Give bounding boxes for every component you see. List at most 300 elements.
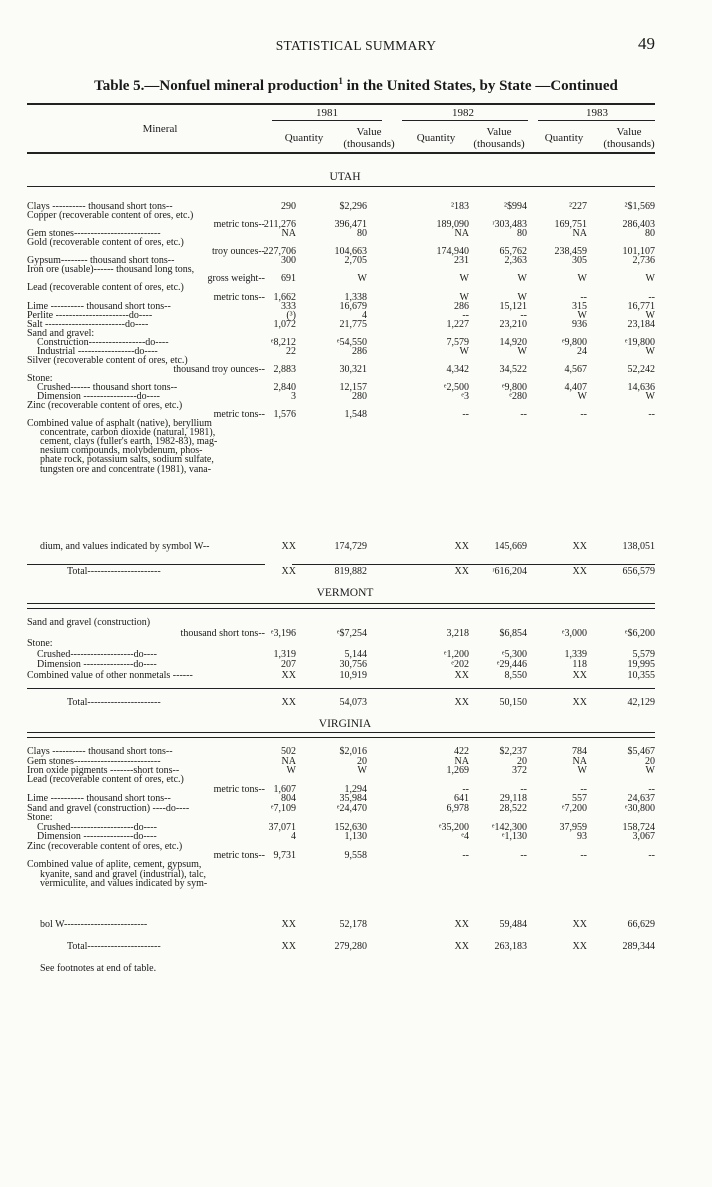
cell-quantity-1983: 24: [577, 345, 587, 357]
row-label: Lead (recoverable content of ores, etc.): [27, 774, 184, 786]
row-label: Lead (recoverable content of ores, etc.): [27, 282, 184, 294]
cell-quantity-1983: NA: [572, 755, 587, 767]
cell-quantity-1981: XX: [281, 697, 296, 708]
table-title: [0, 78, 712, 95]
row-label: Combined value of other nonmetals ------: [27, 670, 193, 681]
cell-value-1981: ᵉ54,550: [336, 336, 367, 348]
cell-quantity-1982: 1,269: [446, 764, 469, 776]
cell-quantity-1981: ᵉ7,109: [270, 802, 296, 814]
cell-quantity-1983: 238,459: [554, 246, 587, 258]
row-label: phate rock, potassium salts, sodium sulfate,: [40, 454, 214, 466]
cell-quantity-1981: 300: [281, 255, 296, 267]
vermont-rule-bottom: [27, 608, 655, 609]
row-label: Construction-----------------do----: [37, 336, 169, 348]
cell-value-1981: 30,756: [339, 659, 367, 671]
virginia-rule-top: [27, 732, 655, 733]
value-header-line2: (thousands): [473, 138, 525, 150]
cell-value-1981: 152,630: [334, 821, 367, 833]
row-label: Iron oxide pigments -------short tons--: [27, 764, 180, 776]
cell-quantity-1982: 231: [454, 255, 469, 267]
row-label: Salt ------------------------do----: [27, 318, 149, 330]
cell-value-1982: --: [520, 783, 527, 795]
cell-quantity-1982: ᵉ2,500: [443, 382, 469, 393]
cell-quantity-1983: 1,339: [564, 648, 587, 660]
utah-total-rule-right: [292, 564, 655, 565]
cell-value-1983: 10,355: [627, 670, 655, 681]
cell-value-1983: 289,344: [622, 941, 655, 952]
cell-quantity-1983: XX: [572, 919, 587, 930]
row-label: Gem stones--------------------------: [27, 228, 161, 240]
quantity-header-1982: Quantity: [416, 132, 456, 144]
cell-value-1982: --: [520, 309, 527, 321]
value-header-1981: [336, 126, 402, 150]
row-label: Dimension ---------------do----: [37, 659, 157, 671]
cell-quantity-1981: 691: [281, 273, 296, 285]
cell-quantity-1982: ᵉ3: [461, 391, 469, 403]
cell-value-1982: 263,183: [494, 941, 527, 952]
cell-quantity-1983: 37,959: [559, 821, 587, 833]
cell-quantity-1981: 207: [281, 659, 296, 671]
row-label: Silver (recoverable content of ores, etc.): [27, 354, 188, 366]
cell-quantity-1983: 315: [572, 300, 587, 312]
cell-quantity-1982: XX: [454, 566, 469, 577]
row-label: Stone:: [27, 373, 53, 384]
cell-quantity-1982: 1,227: [446, 318, 469, 330]
cell-quantity-1983: 305: [572, 255, 587, 267]
cell-value-1981: 279,280: [334, 941, 367, 952]
row-label: Gem stones--------------------------: [27, 755, 161, 767]
utah-total-rule-left: [27, 564, 265, 565]
cell-value-1981: 280: [352, 391, 367, 403]
cell-quantity-1981: NA: [281, 228, 296, 240]
section-title-utah: UTAH: [329, 171, 361, 183]
footnote-reference: See footnotes at end of table.: [40, 963, 157, 974]
cell-value-1981: 819,882: [334, 566, 367, 577]
cell-value-1982: ʳ303,483: [492, 219, 527, 231]
value-header-line1: Value: [356, 126, 382, 138]
cell-quantity-1982: 3,218: [446, 627, 469, 639]
cell-value-1983: W: [645, 391, 655, 403]
cell-value-1982: ᵉ280: [509, 391, 527, 403]
row-label: Combined value of aplite, cement, gypsum,: [27, 859, 202, 871]
row-label: tungsten ore and concentrate (1981), vana-: [40, 463, 212, 475]
table-row: [0, 670, 712, 682]
row-label: Crushed-------------------do----: [37, 648, 157, 660]
cell-value-1983: --: [648, 783, 655, 795]
cell-quantity-1983: XX: [572, 941, 587, 952]
cell-quantity-1983: NA: [572, 228, 587, 240]
row-label: cement, clays (fuller's earth, 1982-83), mag-: [40, 436, 218, 448]
table-row: [0, 919, 712, 931]
cell-value-1983: $5,467: [627, 746, 655, 757]
table-row: [0, 541, 712, 553]
cell-quantity-1982: 6,978: [446, 802, 469, 814]
cell-value-1982: ᵉ5,300: [501, 648, 527, 660]
cell-quantity-1983: --: [580, 783, 587, 795]
row-label: metric tons--: [213, 219, 265, 231]
cell-quantity-1982: XX: [454, 670, 469, 681]
year-rule-1982: [402, 120, 528, 121]
cell-value-1981: 5,144: [344, 648, 367, 660]
cell-value-1982: 14,920: [499, 336, 527, 348]
value-header-line2: (thousands): [603, 138, 655, 150]
section-title-vermont: VERMONT: [316, 587, 374, 599]
cell-value-1982: 20: [517, 755, 527, 767]
table-header-bottom-rule: [27, 152, 655, 154]
cell-value-1983: 2,736: [632, 255, 655, 267]
cell-quantity-1982: W: [459, 345, 469, 357]
row-label: dium, and values indicated by symbol W--: [40, 541, 210, 552]
cell-value-1983: W: [645, 764, 655, 776]
cell-quantity-1981: W: [286, 764, 296, 776]
cell-quantity-1982: NA: [454, 228, 469, 240]
cell-value-1982: $2,237: [499, 746, 527, 757]
cell-value-1982: 65,762: [499, 246, 527, 258]
cell-value-1982: 29,118: [499, 793, 527, 805]
cell-quantity-1983: W: [577, 273, 587, 285]
row-label: Copper (recoverable content of ores, etc.): [27, 210, 194, 222]
row-label: Crushed-------------------do----: [37, 821, 157, 833]
cell-quantity-1981: 290: [281, 201, 296, 212]
table-title-main: Table 5.—Nonfuel mineral production: [94, 78, 339, 94]
value-header-line2: (thousands): [343, 138, 395, 150]
cell-quantity-1982: 286: [454, 300, 469, 312]
total-row: [0, 566, 712, 578]
cell-value-1981: 1,338: [344, 291, 367, 303]
cell-quantity-1982: 641: [454, 793, 469, 805]
cell-value-1983: W: [645, 309, 655, 321]
cell-value-1983: 66,629: [627, 919, 655, 930]
row-label: Dimension ---------------do----: [37, 831, 157, 842]
cell-value-1983: 42,129: [627, 697, 655, 708]
cell-quantity-1983: --: [580, 291, 587, 303]
cell-value-1982: ᵉ9,800: [501, 382, 527, 393]
cell-quantity-1981: 1,662: [273, 291, 296, 303]
table-row: [0, 464, 712, 476]
cell-value-1981: 1,294: [344, 783, 367, 795]
cell-value-1982: --: [520, 850, 527, 861]
cell-quantity-1981: ᵉ3,196: [270, 627, 296, 639]
row-label: Gypsum-------- thousand short tons--: [27, 255, 175, 267]
cell-value-1981: 54,073: [339, 697, 367, 708]
cell-value-1983: ²$1,569: [624, 201, 655, 212]
cell-quantity-1982: ²183: [451, 201, 469, 212]
cell-value-1982: ʳ616,204: [492, 566, 527, 577]
cell-quantity-1982: --: [462, 783, 469, 795]
cell-quantity-1981: XX: [281, 919, 296, 930]
cell-value-1982: --: [520, 409, 527, 421]
cell-quantity-1982: XX: [454, 919, 469, 930]
cell-value-1981: 286: [352, 345, 367, 357]
cell-value-1983: --: [648, 291, 655, 303]
vermont-rule-top: [27, 603, 655, 604]
cell-quantity-1981: 804: [281, 793, 296, 805]
cell-value-1981: 1,130: [344, 831, 367, 842]
cell-quantity-1981: 227,706: [263, 246, 296, 258]
row-label: gross weight--: [207, 273, 265, 285]
cell-value-1982: ᵉ142,300: [491, 821, 527, 833]
row-label: metric tons--: [213, 291, 265, 303]
row-label: vermiculite, and values indicated by sym-: [40, 878, 208, 890]
cell-quantity-1981: 2,883: [273, 363, 296, 375]
cell-value-1982: $6,854: [499, 627, 527, 639]
cell-value-1983: 14,636: [627, 382, 655, 393]
cell-quantity-1981: 1,072: [273, 318, 296, 330]
cell-quantity-1983: --: [580, 850, 587, 861]
row-label: Sand and gravel (construction) ----do----: [27, 802, 190, 814]
cell-value-1983: 24,637: [627, 793, 655, 805]
value-header-line1: Value: [616, 126, 642, 138]
row-label: Sand and gravel (construction): [27, 617, 151, 628]
cell-quantity-1981: NA: [281, 755, 296, 767]
cell-quantity-1981: XX: [281, 670, 296, 681]
cell-value-1981: 35,984: [339, 793, 367, 805]
cell-quantity-1983: W: [577, 309, 587, 321]
cell-value-1983: 286,403: [622, 219, 655, 231]
cell-value-1982: 145,669: [494, 541, 527, 552]
cell-quantity-1982: NA: [454, 755, 469, 767]
cell-quantity-1983: --: [580, 409, 587, 421]
cell-value-1983: 23,184: [627, 318, 655, 330]
cell-value-1982: ²$994: [504, 201, 527, 212]
row-label: Total----------------------: [67, 697, 161, 708]
cell-value-1982: 59,484: [499, 919, 527, 930]
cell-quantity-1983: XX: [572, 541, 587, 552]
page-number: 49: [638, 34, 655, 53]
cell-quantity-1981: 22: [286, 345, 296, 357]
cell-quantity-1983: XX: [572, 670, 587, 681]
cell-quantity-1983: W: [577, 391, 587, 403]
cell-quantity-1981: 1,607: [273, 783, 296, 795]
cell-value-1981: 174,729: [334, 541, 367, 552]
table-row: [0, 878, 712, 890]
cell-quantity-1983: 936: [572, 318, 587, 330]
cell-quantity-1981: 2,840: [273, 382, 296, 393]
cell-value-1981: 20: [357, 755, 367, 767]
row-label: Total----------------------: [67, 941, 161, 952]
cell-quantity-1982: XX: [454, 941, 469, 952]
cell-value-1983: 19,995: [627, 659, 655, 671]
cell-value-1982: 50,150: [499, 697, 527, 708]
cell-quantity-1983: 169,751: [554, 219, 587, 231]
vermont-total-rule: [27, 688, 655, 689]
cell-value-1982: 8,550: [504, 670, 527, 681]
cell-value-1981: 80: [357, 228, 367, 240]
cell-quantity-1983: 4,567: [564, 363, 587, 375]
cell-quantity-1983: 93: [577, 831, 587, 842]
cell-value-1981: ᵉ24,470: [336, 802, 367, 814]
cell-value-1981: 4: [362, 309, 367, 321]
cell-value-1981: 16,679: [339, 300, 367, 312]
row-label: kyanite, sand and gravel (industrial), talc,: [40, 868, 207, 880]
cell-quantity-1981: 333: [281, 300, 296, 312]
cell-quantity-1981: 4: [291, 831, 296, 842]
cell-value-1981: 2,705: [344, 255, 367, 267]
cell-value-1981: 1,548: [344, 409, 367, 421]
cell-value-1982: W: [517, 273, 527, 285]
cell-quantity-1981: XX: [281, 941, 296, 952]
cell-value-1983: W: [645, 273, 655, 285]
cell-quantity-1981: (³): [286, 309, 296, 321]
value-header-1982: [466, 126, 532, 150]
row-label: Zinc (recoverable content of ores, etc.): [27, 840, 183, 852]
cell-value-1982: 372: [512, 764, 527, 776]
cell-value-1981: 396,471: [334, 219, 367, 231]
cell-quantity-1982: XX: [454, 697, 469, 708]
cell-value-1982: 80: [517, 228, 527, 240]
cell-quantity-1982: ᵉ202: [451, 659, 469, 671]
value-header-line1: Value: [486, 126, 512, 138]
cell-quantity-1981: 3: [291, 391, 296, 403]
row-label: troy ounces--: [211, 246, 265, 258]
cell-quantity-1983: 784: [572, 746, 587, 757]
running-header: STATISTICAL SUMMARY: [275, 38, 437, 53]
cell-quantity-1981: 9,731: [273, 850, 296, 861]
year-header-1983: 1983: [586, 107, 608, 119]
year-header-1981: 1981: [316, 107, 338, 119]
table-top-rule: [27, 103, 655, 105]
cell-value-1981: 30,321: [339, 363, 367, 375]
table-title-footnote-ref: 1: [338, 76, 343, 86]
cell-value-1982: W: [517, 345, 527, 357]
row-label: Zinc (recoverable content of ores, etc.): [27, 400, 183, 412]
cell-value-1981: 10,919: [339, 670, 367, 681]
row-label: nesium compounds, molybdenum, phos-: [40, 445, 203, 457]
cell-value-1983: 5,579: [632, 648, 655, 660]
row-label: Iron ore (usable)------ thousand long tons,: [27, 264, 195, 276]
cell-value-1982: 28,522: [499, 802, 527, 814]
cell-quantity-1983: XX: [572, 697, 587, 708]
row-label: Clays ---------- thousand short tons--: [27, 746, 173, 757]
cell-value-1981: 21,775: [339, 318, 367, 330]
cell-quantity-1982: W: [459, 273, 469, 285]
row-label: bol W-------------------------: [40, 919, 148, 930]
cell-quantity-1982: 7,579: [446, 336, 469, 348]
cell-quantity-1983: XX: [572, 566, 587, 577]
row-label: Gold (recoverable content of ores, etc.): [27, 237, 184, 249]
cell-quantity-1982: ᵉ1,200: [443, 648, 469, 660]
cell-quantity-1982: 4,342: [446, 363, 469, 375]
cell-value-1982: 2,363: [504, 255, 527, 267]
row-label: metric tons--: [213, 409, 265, 421]
cell-value-1981: ᵉ$7,254: [336, 627, 367, 639]
cell-value-1981: $2,296: [339, 201, 367, 212]
cell-value-1982: 34,522: [499, 363, 527, 375]
cell-quantity-1982: XX: [454, 541, 469, 552]
virginia-rule-bottom: [27, 737, 655, 738]
cell-value-1982: W: [517, 291, 527, 303]
cell-value-1982: 23,210: [499, 318, 527, 330]
cell-quantity-1982: W: [459, 291, 469, 303]
year-rule-1981: [272, 120, 382, 121]
cell-quantity-1982: ᵉ4: [461, 831, 469, 842]
row-label: Combined value of asphalt (native), beryllium: [27, 418, 212, 430]
cell-value-1981: 9,558: [344, 850, 367, 861]
cell-value-1983: 138,051: [622, 541, 655, 552]
cell-value-1982: 15,121: [499, 300, 527, 312]
cell-quantity-1981: 1,319: [273, 648, 296, 660]
cell-value-1983: 3,067: [632, 831, 655, 842]
cell-value-1981: $2,016: [339, 746, 367, 757]
cell-value-1983: W: [645, 345, 655, 357]
cell-quantity-1982: ᵉ35,200: [438, 821, 469, 833]
cell-value-1983: 101,107: [622, 246, 655, 258]
cell-value-1983: 20: [645, 755, 655, 767]
cell-quantity-1982: 174,940: [436, 246, 469, 258]
cell-quantity-1983: ²227: [569, 201, 587, 212]
cell-quantity-1982: --: [462, 309, 469, 321]
cell-value-1983: ᵉ19,800: [624, 336, 655, 348]
cell-value-1983: --: [648, 850, 655, 861]
year-rule-1983: [538, 120, 655, 121]
cell-value-1983: 16,771: [627, 300, 655, 312]
cell-quantity-1983: W: [577, 764, 587, 776]
cell-quantity-1981: 37,071: [268, 821, 296, 833]
cell-quantity-1983: 557: [572, 793, 587, 805]
total-row: [0, 697, 712, 709]
cell-quantity-1981: XX: [281, 566, 296, 577]
row-label: Stone:: [27, 812, 53, 824]
cell-quantity-1983: ᵉ9,800: [561, 336, 587, 348]
cell-quantity-1981: 1,576: [273, 409, 296, 421]
row-label: Perlite ----------------------do----: [27, 309, 153, 321]
row-label: metric tons--: [213, 783, 265, 795]
cell-value-1982: ᵉ29,446: [496, 659, 527, 671]
cell-value-1983: 52,242: [627, 363, 655, 375]
cell-value-1983: ᵉ30,800: [624, 802, 655, 814]
cell-quantity-1983: 4,407: [564, 382, 587, 393]
row-label: Clays ---------- thousand short tons--: [27, 201, 173, 212]
section-title-virginia: VIRGINIA: [318, 718, 372, 730]
cell-quantity-1983: ᵉ7,200: [561, 802, 587, 814]
cell-quantity-1983: 118: [572, 659, 587, 671]
row-label: Lime ---------- thousand short tons--: [27, 793, 171, 805]
utah-rule: [27, 186, 655, 187]
cell-value-1983: 80: [645, 228, 655, 240]
cell-quantity-1981: ᵉ8,212: [270, 336, 296, 348]
cell-value-1981: W: [357, 764, 367, 776]
cell-quantity-1981: XX: [281, 541, 296, 552]
mineral-column-header: Mineral: [142, 123, 178, 135]
row-label: Sand and gravel:: [27, 327, 95, 339]
row-label: Stone:: [27, 638, 53, 650]
cell-value-1981: W: [357, 273, 367, 285]
row-label: Industrial -----------------do----: [37, 345, 158, 357]
row-label: Total----------------------: [67, 566, 161, 577]
cell-value-1981: 12,157: [339, 382, 367, 393]
row-label: thousand troy ounces--: [173, 363, 265, 375]
cell-value-1982: ᵉ1,130: [501, 831, 527, 842]
cell-quantity-1982: 189,090: [436, 219, 469, 231]
cell-quantity-1981: 211,276: [263, 219, 296, 231]
cell-quantity-1982: --: [462, 409, 469, 421]
cell-value-1981: 104,663: [334, 246, 367, 258]
quantity-header-1981: Quantity: [284, 132, 324, 144]
row-label: Dimension ----------------do----: [37, 391, 160, 403]
cell-quantity-1981: 502: [281, 746, 296, 757]
row-label: metric tons--: [213, 850, 265, 861]
cell-value-1983: --: [648, 409, 655, 421]
year-header-1982: 1982: [452, 107, 474, 119]
table-title-rest: in the United States, by State —Continued: [342, 78, 618, 94]
quantity-header-1983: Quantity: [544, 132, 584, 144]
cell-quantity-1982: 422: [454, 746, 469, 757]
cell-value-1983: 158,724: [622, 821, 655, 833]
total-row: [0, 941, 712, 953]
value-header-1983: [596, 126, 662, 150]
row-label: thousand short tons--: [180, 627, 265, 639]
row-label: Lime ---------- thousand short tons--: [27, 300, 171, 312]
